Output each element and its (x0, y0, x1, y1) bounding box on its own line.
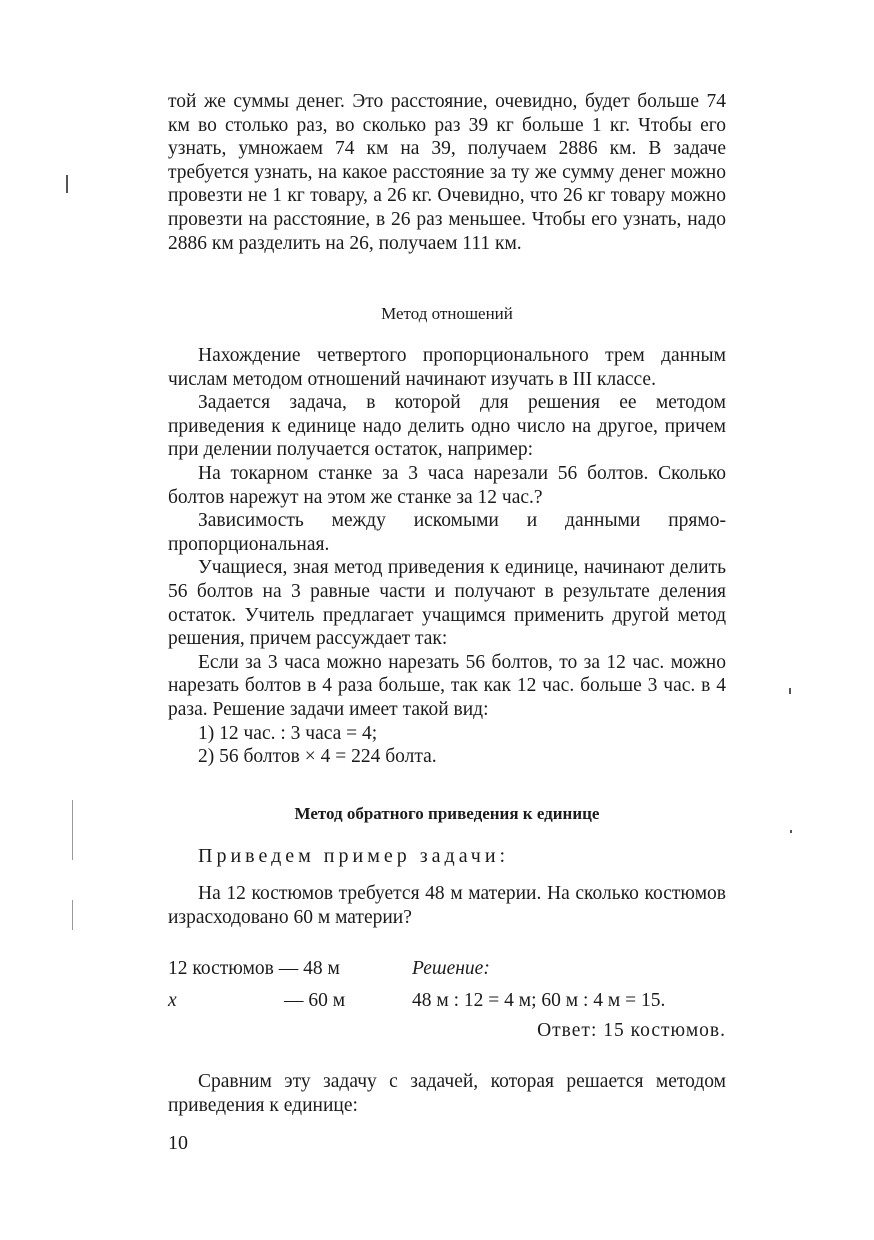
solution-label: Решение: (412, 958, 490, 979)
given-line-1: 12 костюмов — 48 м (168, 958, 340, 979)
closing-text: Сравним эту задачу с задачей, которая решается методом приведения к единице: (168, 1071, 726, 1116)
solution-step: 1) 12 час. : 3 часа = 4; (198, 722, 378, 744)
section-ratio-method (168, 344, 726, 769)
scan-speck (790, 830, 792, 833)
scan-speck (72, 800, 73, 860)
paragraph: Учащиеся, зная метод приведения к единице, начинают делить 56 болтов на 3 равные части и получают в результате деления остаток. Учитель предлагает учащимся применить другой метод решения, причем рассуждает так: (168, 557, 726, 650)
problem-text: На 12 костюмов требуется 48 м материи. На сколько костюмов израсходовано 60 м материи? (168, 883, 726, 928)
paragraph-continuation: той же суммы денег. Это расстояние, очевидно, будет больше 74 км во столько раз, во сколько раз 39 кг больше 1 кг. Чтобы его узнать, умножаем 74 км на 39, получаем 2886 км. В задаче требуется узнать, на какое расстояние за ту же сумму денег можно провезти не 1 кг товару, а 26 кг. Очевидно, что 26 кг товару можно провезти на расстояние, в 26 раз меньшее. Чтобы его узнать, надо 2886 км разделить на 26, получаем 111 км. (168, 91, 726, 254)
answer-text: Ответ: 15 костюмов. (537, 1020, 726, 1041)
problem-block (168, 882, 726, 929)
given-line-2: — 60 м (284, 990, 346, 1011)
closing-block (168, 1070, 726, 1117)
paragraph: Если за 3 часа можно нарезать 56 болтов, то за 12 час. можно нарезать болтов в 4 раза больше, так как 12 час. больше 3 час. в 4 раза. Решение задачи имеет такой вид: (168, 651, 726, 720)
unknown-x: x (168, 990, 177, 1011)
heading-inverse-method: Метод обратного приведения к единице (294, 804, 600, 823)
paragraph: Задается задача, в которой для решения ее методом приведения к единице надо делить одно число на другое, причем при делении получается остаток, например: (168, 392, 726, 461)
example-intro (168, 845, 726, 869)
scan-speck (789, 688, 791, 694)
example-intro-text: Приведем пример задачи: (198, 845, 510, 867)
paragraph: Нахождение четвертого пропорционального трем данным числам методом отношений начинают изучать в III классе. (168, 345, 726, 390)
solution-computation: 48 м : 12 = 4 м; 60 м : 4 м = 15. (412, 990, 666, 1011)
scan-speck (72, 900, 73, 930)
top-text-block (168, 90, 726, 255)
solution-step: 2) 56 болтов × 4 = 224 болта. (198, 746, 437, 768)
heading-ratio-method: Метод отношений (381, 304, 513, 323)
task-statement: На токарном станке за 3 часа нарезали 56 болтов. Сколько болтов нарежут на этом же станке за 12 час.? (168, 462, 726, 508)
paragraph: Зависимость между искомыми и данными прямо-пропорциональная. (168, 510, 726, 555)
scan-speck (66, 175, 68, 193)
page-number: 10 (168, 1132, 188, 1154)
